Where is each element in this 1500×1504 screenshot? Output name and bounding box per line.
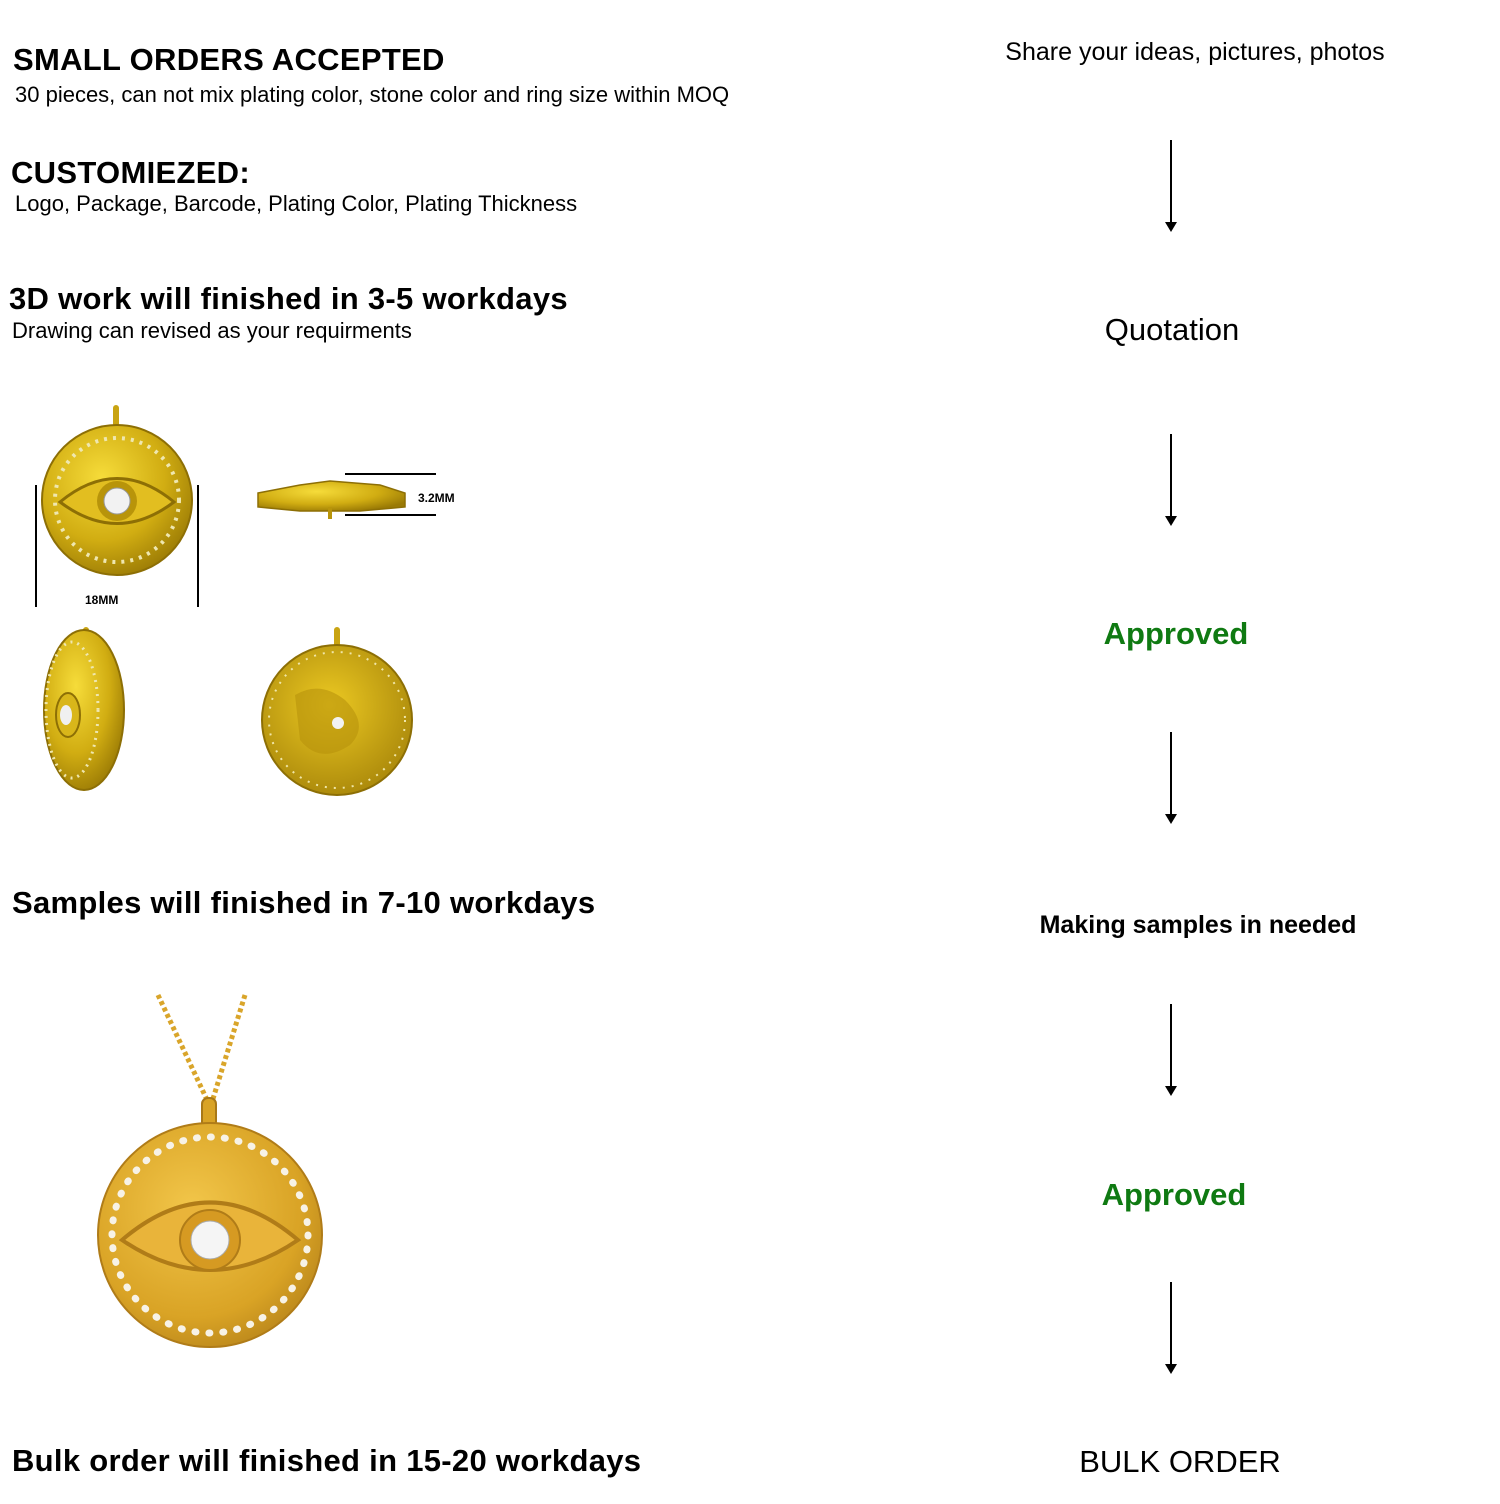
- side-view-render: [258, 481, 405, 519]
- samples-title: Samples will finished in 7-10 workdays: [12, 885, 596, 920]
- small-orders-detail: 30 pieces, can not mix plating color, stone color and ring size within MOQ: [15, 82, 730, 107]
- angled-view-render: [44, 627, 124, 790]
- thickness-label: 3.2MM: [418, 491, 455, 505]
- small-orders-title: SMALL ORDERS ACCEPTED: [13, 42, 445, 77]
- pendant-3d-renders: [0, 395, 520, 815]
- bulk-title: Bulk order will finished in 15-20 workdays: [12, 1443, 642, 1478]
- flow-arrow-down-icon: [1170, 1004, 1172, 1088]
- flow-arrow-down-icon: [1170, 140, 1172, 224]
- flow-step-approved-2: Approved: [1101, 1177, 1247, 1212]
- flow-step-approved-1: Approved: [1103, 616, 1249, 651]
- flow-step-share-ideas: Share your ideas, pictures, photos: [1005, 38, 1385, 66]
- necklace-sample-photo: [90, 990, 340, 1370]
- flow-arrow-down-icon: [1170, 732, 1172, 816]
- customized-detail: Logo, Package, Barcode, Plating Color, Plating Thickness: [15, 191, 578, 216]
- back-view-render: [262, 627, 412, 795]
- flow-arrow-down-icon: [1170, 1282, 1172, 1366]
- diameter-label: 18MM: [85, 593, 119, 607]
- front-view-render: [42, 405, 192, 575]
- flow-step-bulk-order: BULK ORDER: [1079, 1444, 1281, 1479]
- flow-arrow-down-icon: [1170, 434, 1172, 518]
- flow-step-making-samples: Making samples in needed: [1039, 911, 1357, 939]
- work-3d-title: 3D work will finished in 3-5 workdays: [9, 281, 568, 316]
- flow-step-quotation: Quotation: [1104, 312, 1240, 347]
- work-3d-detail: Drawing can revised as your requirments: [12, 318, 412, 343]
- customized-title: CUSTOMIEZED:: [11, 155, 250, 190]
